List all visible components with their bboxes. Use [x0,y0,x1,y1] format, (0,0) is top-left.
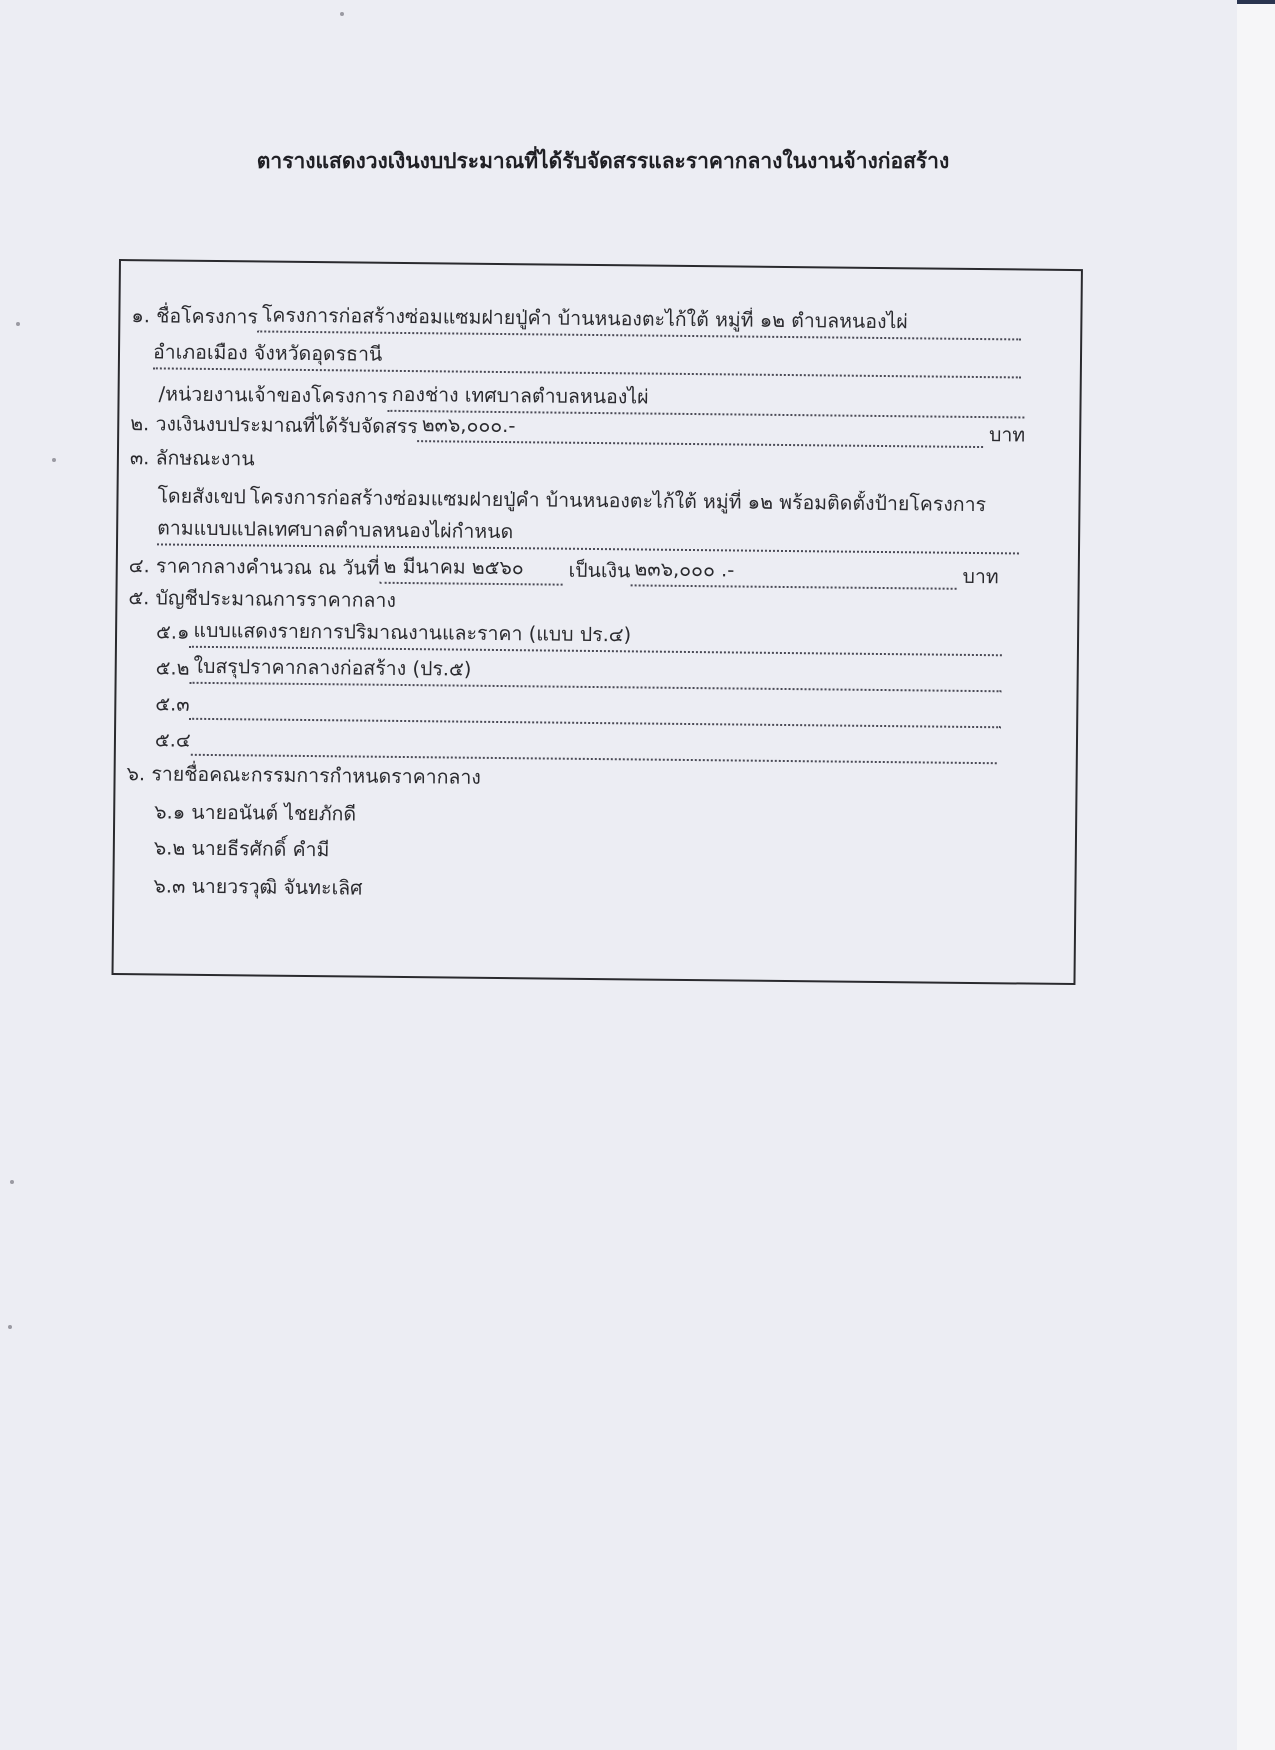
paper-edge [1237,0,1275,1750]
document-title: ตารางแสดงวงเงินงบประมาณที่ได้รับจัดสรรและราคากลางในงานจ้างก่อสร้าง [256,149,950,173]
project-name-cont-value: อำเภอเมือง จังหวัดอุดรธานี [153,339,1021,378]
project-name-cont-row [153,339,1021,378]
summary-cont-row [157,515,1019,554]
estimate-sub-num: ๕.๔ [154,728,191,752]
speck [16,322,20,326]
corner-mark [1237,0,1275,4]
work-type-label: ๓. ลักษณะงาน [129,446,255,471]
estimate-sub-num: ๕.๑ [155,620,190,644]
owner-value: กองช่าง เทศบาลตำบลหนองไผ่ [388,382,1025,419]
estimate-sub-num: ๕.๓ [155,692,190,716]
speck [52,458,56,462]
estimate-sub-value: ใบสรุปราคากลางก่อสร้าง (ปร.๕) [189,654,1001,693]
estimate-sub-num: ๕.๒ [155,656,190,680]
owner-label: /หน่วยงานเจ้าของโครงการ [158,382,388,408]
committee-member: ๖.๓ นายวรวุฒิ จันทะเลิศ [153,874,363,900]
median-price-row [129,551,999,590]
amount-label: เป็นเงิน [568,558,631,583]
estimate-list-label: ๕. บัญชีประมาณการราคากลาง [128,586,397,612]
budget-value: ๒๓๖,๐๐๐.- [418,412,984,448]
project-name-label: ๑. ชื่อโครงการ [131,304,258,329]
summary-cont-value: ตามแบบแปลเทศบาลตำบลหนองไผ่กำหนด [157,515,1019,554]
amount-value: ๒๓๖,๐๐๐ .- [630,556,956,589]
median-price-date: ๒ มีนาคม ๒๕๖๐ [379,554,562,586]
amount-unit: บาท [962,564,999,589]
estimate-sub-row [156,617,1002,656]
project-name-row [131,301,1021,340]
estimate-sub-value: แบบแสดงรายการปริมาณงานและราคา (แบบ ปร.๔) [189,618,1002,657]
summary-row [157,481,1037,520]
committee-member: ๖.๑ นายอนันต์ ไชยภักดี [154,800,357,826]
estimate-sub-row [156,653,1002,692]
committee-member: ๖.๒ นายธีรศักดิ์ คำมี [153,836,330,862]
budget-label: ๒. วงเงินงบประมาณที่ได้รับจัดสรร [130,412,418,439]
budget-unit: บาท [988,423,1026,447]
summary-label: โดยสังเขป [157,484,246,509]
summary-value: โครงการก่อสร้างซ่อมแซมฝายปู่คำ บ้านหนองตะไก้ใต้ หมู่ที่ ๑๒ พร้อมติดตั้งป้ายโครงการ [249,485,987,517]
committee-label: ๖. รายชื่อคณะกรรมการกำหนดราคากลาง [126,762,481,789]
project-name-value: โครงการก่อสร้างซ่อมแซมฝายปู่คำ บ้านหนองตะไก้ใต้ หมู่ที่ ๑๒ ตำบลหนองไผ่ [258,302,1022,340]
median-price-label: ๔. ราคากลางคำนวณ ณ วันที่ [128,554,380,580]
estimate-sub-row [155,725,997,764]
estimate-sub-row [155,689,1001,728]
speck [10,1180,14,1184]
speck [340,12,344,16]
speck [8,1325,12,1329]
form-frame [112,259,1083,985]
